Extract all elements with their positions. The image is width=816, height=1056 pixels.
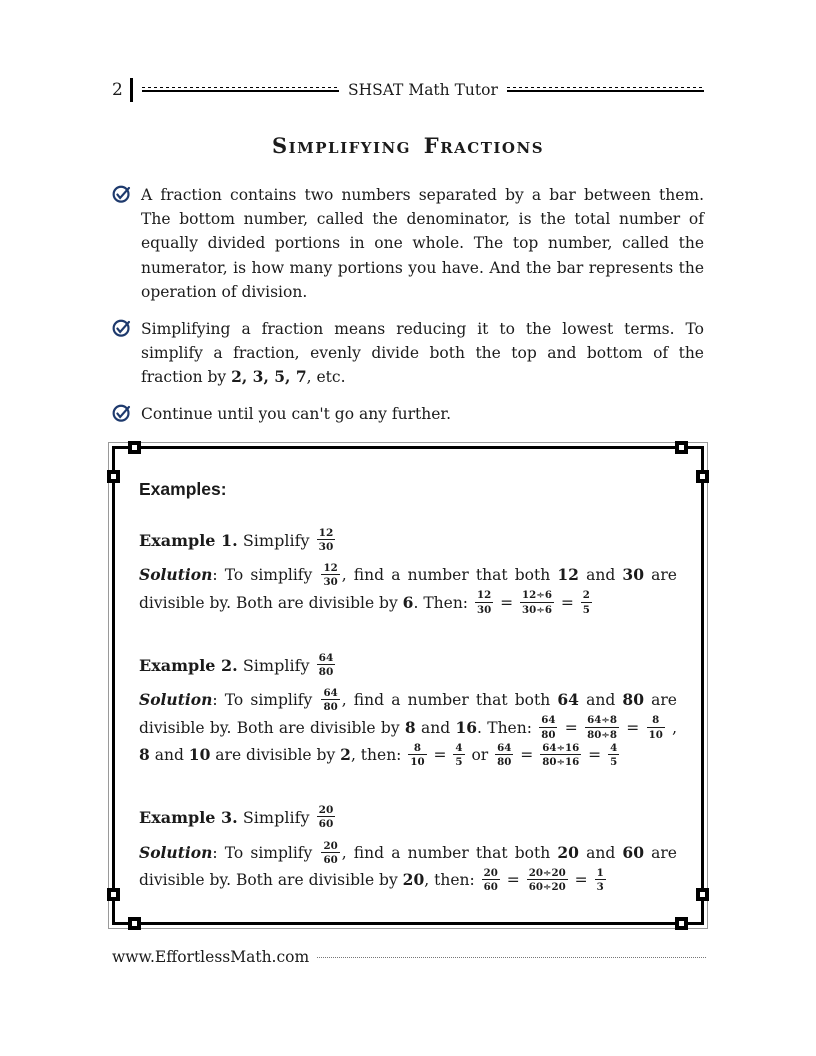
example-block-1 [139, 528, 677, 617]
example-block-2 [139, 653, 677, 769]
fraction: $\frac{20}{60}$ [318, 803, 334, 831]
fraction: $\frac{2}{5}$ [582, 589, 590, 616]
example-title: Example 3. Simplify $\frac{20}{60}$ [139, 803, 334, 831]
check-circle-icon [112, 184, 132, 304]
border-knot-icon [675, 917, 688, 930]
border-knot-icon [675, 441, 688, 454]
fraction: $\frac{20\div 20}{60\div 20}$ [528, 866, 566, 893]
border-knot-icon [107, 888, 120, 901]
fraction: $\frac{12}{30}$ [323, 562, 338, 589]
footer-url: www.EffortlessMath.com [112, 948, 310, 966]
bullet-text: Continue until you can't go any further. [141, 405, 452, 424]
bullet-item [112, 183, 704, 304]
fraction: $\frac{64}{80}$ [541, 714, 556, 741]
page-title: Simplifying Fractions [271, 133, 545, 158]
example-solution: Solution: To simplify $\frac{20}{60}$ , find a number that both 20 and 60 are divisible by. Both are divisible by 20, then: $\frac{20}{60}$ = $\frac{20\div 20}{60\div 20}$ = $\frac{1}{3}$ [139, 839, 677, 893]
example-block-3 [139, 805, 677, 894]
fraction: $\frac{64}{80}$ [497, 741, 512, 768]
footer-dotted-line [317, 957, 706, 958]
examples-heading: Examples: [139, 478, 227, 499]
fraction: $\frac{4}{5}$ [610, 741, 618, 768]
fraction: $\frac{4}{5}$ [455, 741, 463, 768]
examples-box [112, 446, 704, 925]
header-divider-left [142, 87, 339, 94]
fraction: $\frac{64}{80}$ [318, 651, 334, 679]
border-knot-icon [107, 470, 120, 483]
border-knot-icon [696, 470, 709, 483]
fraction: $\frac{8}{10}$ [410, 741, 425, 768]
header-vertical-bar [130, 78, 133, 102]
border-knot-icon [696, 888, 709, 901]
bullet-text: Simplifying a fraction means reducing it to the lowest terms. To simplify a fraction, evenly divide both the top and bottom of the fraction by 2, 3, 5, 7, etc. [141, 319, 704, 387]
page-header [112, 78, 704, 102]
fraction: $\frac{8}{10}$ [648, 714, 663, 741]
fraction: $\frac{64\div 16}{80\div 16}$ [542, 741, 580, 768]
page-footer [112, 948, 706, 966]
page-number: 2 [112, 79, 123, 100]
fraction: $\frac{12}{30}$ [476, 589, 492, 616]
fraction: $\frac{12\div 6}{30\div 6}$ [522, 589, 552, 616]
example-title: Example 2. Simplify $\frac{64}{80}$ [139, 651, 334, 679]
fraction: $\frac{1}{3}$ [596, 866, 604, 893]
check-circle-icon [112, 318, 132, 390]
header-title: SHSAT Math Tutor [347, 81, 498, 99]
header-divider-right [507, 87, 704, 94]
fraction: $\frac{20}{60}$ [323, 839, 338, 866]
bullet-item [112, 402, 704, 426]
border-knot-icon [128, 917, 141, 930]
fraction: $\frac{64\div 8}{80\div 8}$ [587, 714, 617, 741]
example-title: Example 1. Simplify $\frac{12}{30}$ [139, 526, 334, 553]
example-solution: Solution: To simplify $\frac{64}{80}$ , find a number that both 64 and 80 are divisible by. Both are divisible by 8 and 16. Then: $\frac{64}{80}$ = $\frac{64\div 8}{80\div 8}$ = $\frac{8}{10}$ , 8 and 10 are divisible by 2, then: $\frac{8}{10}$ = $\frac{4}{5}$ or $\frac{64}{80}$ = $\frac{64\div 16}{80\div 16}$ = $\frac{4}{5}$ [139, 687, 678, 768]
page-content [112, 78, 704, 925]
fraction: $\frac{20}{60}$ [483, 866, 498, 893]
example-solution: Solution: To simplify $\frac{12}{30}$ , find a number that both 12 and 30 are divisible by. Both are divisible by 6. Then: $\frac{12}{30}$ = $\frac{12\div 6}{30\div 6}$ = $\frac{2}{5}$ [139, 562, 677, 616]
border-knot-icon [128, 441, 141, 454]
check-circle-icon [112, 403, 132, 426]
fraction: $\frac{64}{80}$ [323, 687, 338, 714]
bullet-list [112, 183, 704, 427]
bullet-item [112, 317, 704, 390]
bullet-text: A fraction contains two numbers separated by a bar between them. The bottom number, called the denominator, is the total number of equally divided portions in one whole. The top number, called the numerator, is how many portions you have. And the bar represents the operation of division. [141, 186, 704, 301]
fraction: $\frac{12}{30}$ [318, 526, 334, 553]
